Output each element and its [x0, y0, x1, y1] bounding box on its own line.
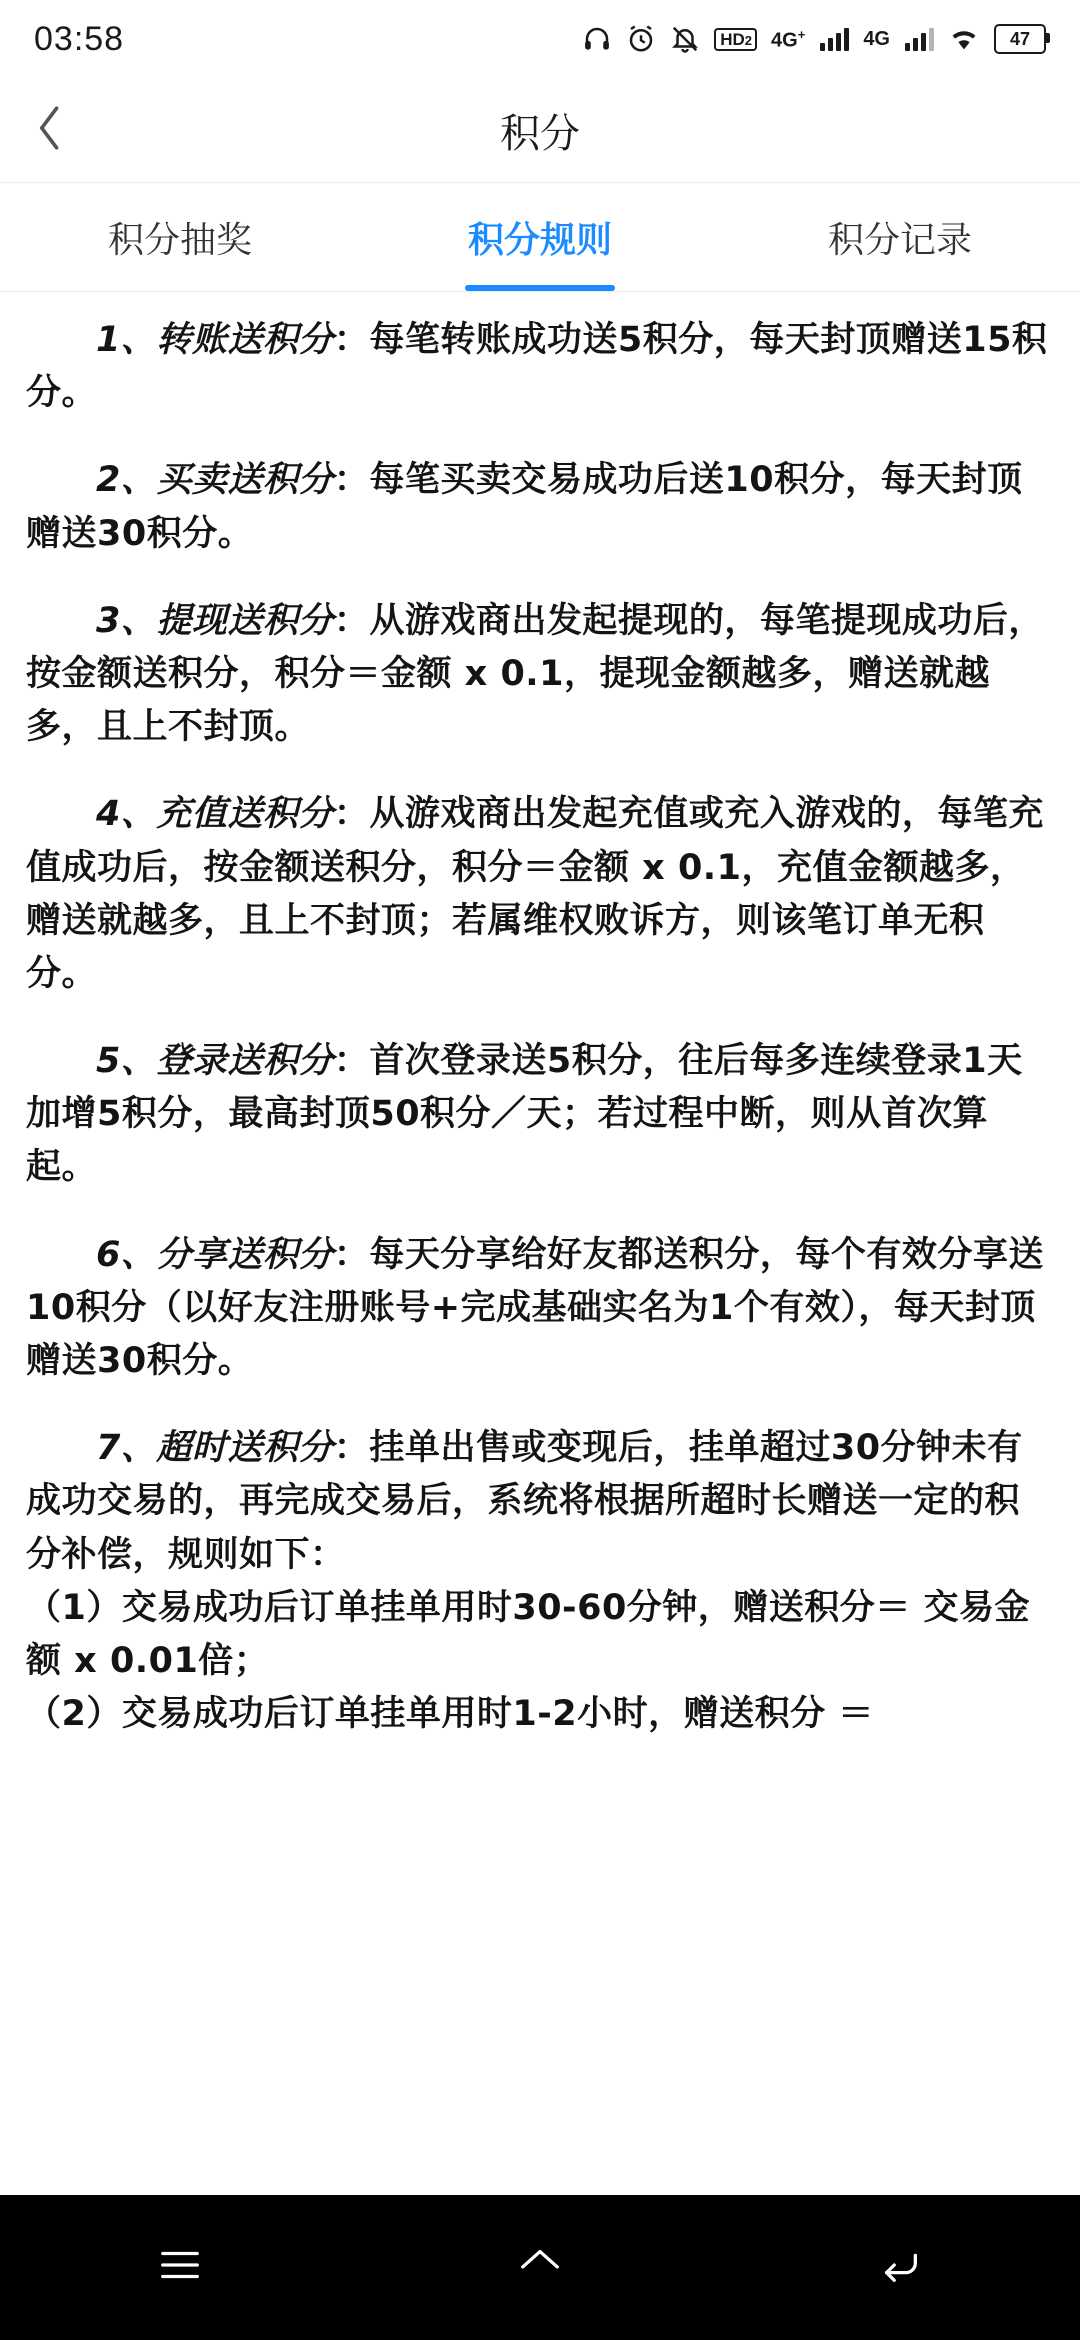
rule-sub-item: （2）交易成功后订单挂单用时1-2小时，赠送积分 ＝ [26, 1694, 874, 1735]
home-icon [517, 2242, 563, 2293]
rule-index: 4、 [96, 794, 157, 835]
rule-heading: 分享送积分 [156, 1234, 334, 1275]
rules-content[interactable] [0, 292, 1080, 2197]
home-button[interactable] [480, 2195, 600, 2340]
rule-index: 7、 [96, 1428, 157, 1469]
rule-item [26, 595, 1054, 755]
rule-body: ：挂单出售或变现后，挂单超过30分钟未有成功交易的，再完成交易后，系统将根据所超时长赠送一定的积分补偿，规则如下： [26, 1428, 1023, 1575]
tab-rules[interactable] [360, 183, 720, 291]
title-bar [0, 78, 1080, 183]
rule-body: ：每天分享给好友都送积分，每个有效分享送10积分（以好友注册账号+完成基础实名为1个有效），每天封顶赠送30积分。 [26, 1234, 1044, 1381]
rule-item [26, 1035, 1054, 1195]
rule-heading: 超时送积分 [156, 1428, 334, 1469]
back-nav-button[interactable] [840, 2195, 960, 2340]
system-nav-bar [0, 2195, 1080, 2340]
rule-body: ：每笔转账成功送5积分，每天封顶赠送15积分。 [26, 320, 1048, 414]
rule-item [26, 788, 1054, 1001]
battery-level: 47 [1009, 29, 1031, 49]
rule-heading: 转账送积分 [156, 320, 334, 360]
tab-records-label: 积分记录 [827, 218, 972, 260]
wifi-icon [948, 26, 980, 52]
signal-4g-icon [905, 28, 934, 51]
rule-index: 2、 [96, 460, 157, 501]
signal-4g-plus-label: 4G+ [771, 26, 806, 52]
hd-icon: HD2 [714, 28, 757, 51]
rule-heading: 买卖送积分 [156, 460, 334, 501]
rule-heading: 登录送积分 [156, 1041, 334, 1082]
rule-body: ：每笔买卖交易成功后送10积分，每天封顶赠送30积分。 [26, 460, 1023, 554]
recents-button[interactable] [120, 2195, 240, 2340]
rule-heading: 充值送积分 [156, 794, 334, 835]
status-bar [0, 0, 1080, 78]
rule-sub-item: （1）交易成功后订单挂单用时30-60分钟，赠送积分＝ 交易金额 x 0.01倍； [26, 1587, 1030, 1681]
alarm-icon [626, 24, 656, 54]
tab-lottery-label: 积分抽奖 [107, 218, 252, 260]
headphone-icon [582, 24, 612, 54]
rule-body: ：从游戏商出发起提现的，每笔提现成功后，按金额送积分，积分＝金额 x 0.1，提现金额越多，赠送就越多，且上不封顶。 [26, 600, 1044, 748]
tab-lottery[interactable] [0, 183, 360, 291]
status-icons [582, 24, 1046, 54]
signal-4g-label: 4G [863, 28, 890, 50]
tab-rules-label: 积分规则 [467, 218, 612, 260]
page-title: 积分 [500, 111, 580, 156]
battery-icon [994, 24, 1046, 54]
rule-item [26, 1422, 1054, 1582]
tab-records[interactable] [720, 183, 1080, 291]
status-time: 03:58 [34, 19, 125, 58]
rule-index: 1、 [96, 320, 157, 360]
tab-bar [0, 183, 1080, 292]
bell-muted-icon [670, 24, 700, 54]
rule-item [26, 314, 1054, 420]
back-icon [877, 2242, 923, 2293]
rule-body: ：从游戏商出发起充值或充入游戏的，每笔充值成功后，按金额送积分，积分＝金额 x 0.1，充值金额越多，赠送就越多，且上不封顶；若属维权败诉方，则该笔订单无积分。 [26, 794, 1044, 994]
rule-heading: 提现送积分 [156, 600, 334, 641]
rule-body: ：首次登录送5积分，往后每多连续登录1天加增5积分，最高封顶50积分／天；若过程中断，则从首次算起。 [26, 1041, 1023, 1188]
rule-index: 6、 [96, 1234, 157, 1275]
rule-index: 3、 [96, 600, 157, 641]
rule-item [26, 454, 1054, 560]
rule-index: 5、 [96, 1041, 157, 1082]
rule-item [26, 1229, 1054, 1389]
menu-icon [157, 2242, 203, 2293]
signal-4g-plus-icon [820, 28, 849, 51]
